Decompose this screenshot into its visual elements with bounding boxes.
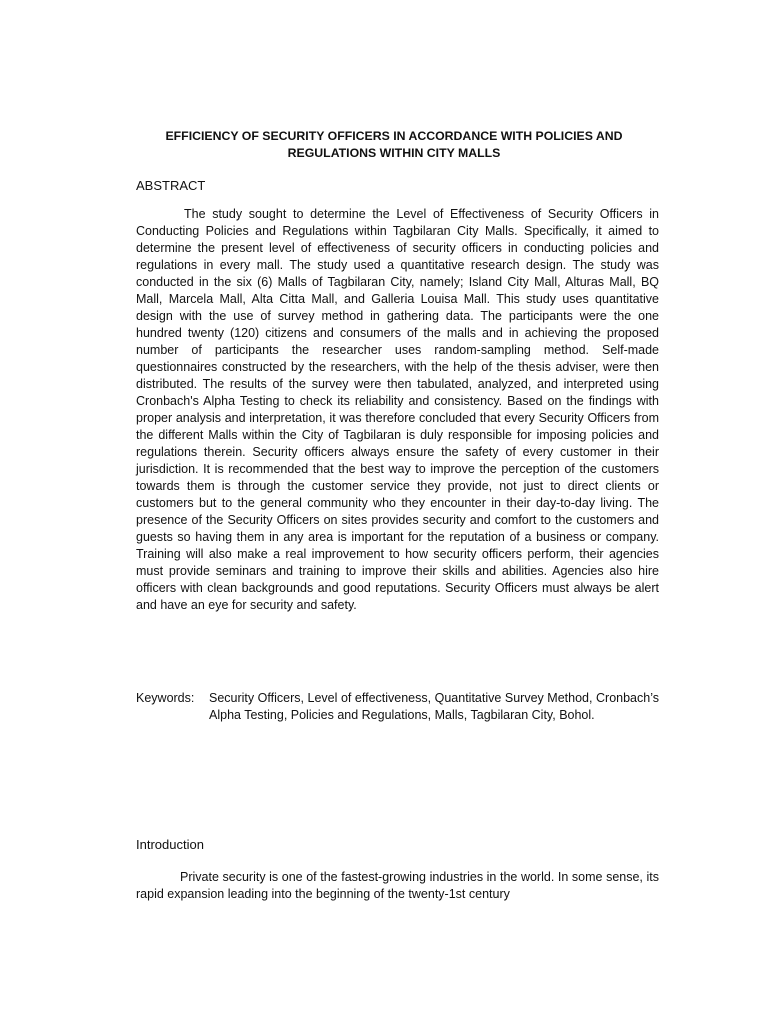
abstract-body: The study sought to determine the Level of Effectiveness of Security Officers in Conducting Policies and Regulations within Tagbilaran City Malls. Specifically, it aimed to determine the present level of effectiveness of security officers in conducting policies and regulations in every mall. The study used a quantitative research design. The study was conducted in the six (6) Malls of Tagbilaran City, namely; Island City Mall, Alturas Mall, BQ Mall, Marcela Mall, Alta Citta Mall, and Galleria Louisa Mall. This study uses quantitative design with the use of survey method in gathering data. The participants were the one hundred twenty (120) citizens and consumers of the malls and in achieving the proposed number of participants the researcher uses random-sampling method. Self-made questionnaires constructed by the researchers, with the help of the thesis adviser, were then distributed. The results of the survey were then tabulated, analyzed, and interpreted using Cronbach's Alpha Testing to check its reliability and consistency. Based on the findings with proper analysis and interpretation, it was therefore concluded that every Security Officers from the different Malls within the City of Tagbilaran is duly responsible for imposing policies and regulations therein. Security officers always ensure the safety of every customer in their jurisdiction. It is recommended that the best way to improve the perception of the customers towards them is through the customer service they provide, not just to direct clients or customers but to the general community who they encounter in their day-to-day living. The presence of the Security Officers on sites provides security and comfort to the customers and guests so having them in any area is important for the reputation of a business or company. Training will also make a real improvement to how security officers perform, their agencies must provide seminars and training to improve their skills and abilities. Agencies also hire officers with clean backgrounds and good reputations. Security Officers must always be alert and have an eye for security and safety. [136,207,659,612]
paper-title: EFFICIENCY OF SECURITY OFFICERS IN ACCORDANCE WITH POLICIES AND REGULATIONS WITHIN CITY MALLS [165,129,623,160]
introduction-heading: Introduction [136,837,204,852]
abstract-heading: ABSTRACT [136,178,206,193]
keywords-label: Keywords: [136,691,195,705]
keywords-text: Security Officers, Level of effectiveness, Quantitative Survey Method, Cronbach’s Alpha Testing, Policies and Regulations, Malls, Tagbilaran City, Bohol. [209,691,659,722]
introduction-body: Private security is one of the fastest-growing industries in the world. In some sense, its rapid expansion leading into the beginning of the twenty-1st century [136,870,659,901]
keywords-block [136,690,659,724]
